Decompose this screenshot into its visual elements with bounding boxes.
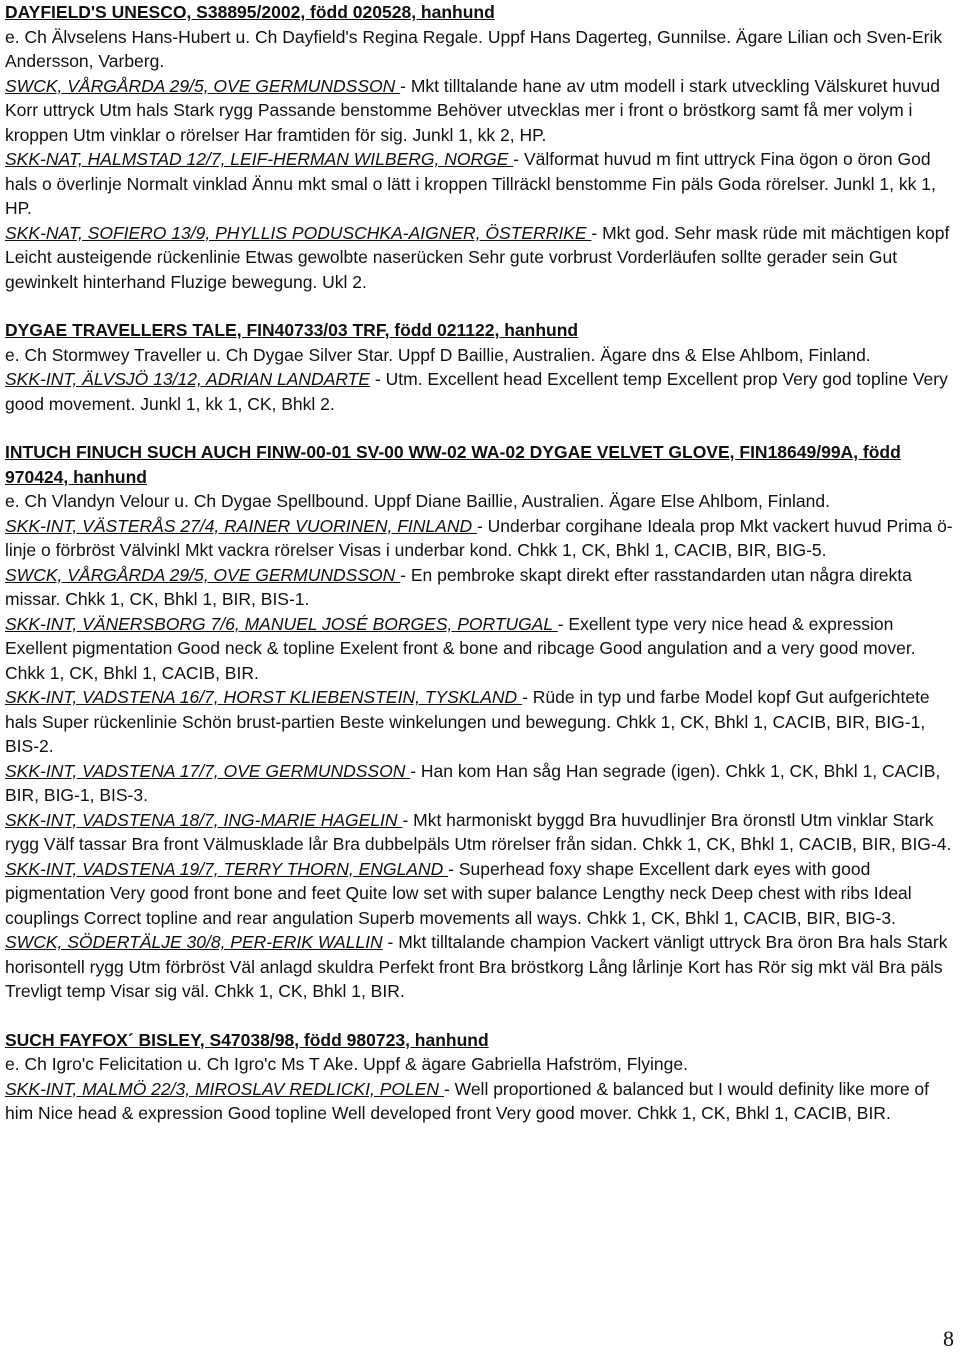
dog-title: DYGAE TRAVELLERS TALE, FIN40733/03 TRF, född 021122, hanhund: [5, 320, 579, 340]
show-result: [5, 367, 957, 416]
document-page: [5, 0, 957, 1126]
show-result: [5, 759, 957, 808]
dog-title: DAYFIELD'S UNESCO, S38895/2002, född 020528, hanhund: [5, 2, 495, 22]
show-judge: SWCK, VÅRGÅRDA 29/5, OVE GERMUNDSSON: [5, 564, 401, 585]
show-judge: SKK-INT, VADSTENA 18/7, ING-MARIE HAGELIN: [5, 809, 403, 830]
show-result: [5, 147, 957, 221]
show-result: [5, 808, 957, 857]
show-judge: SKK-INT, VADSTENA 16/7, HORST KLIEBENSTEIN, TYSKLAND: [5, 687, 523, 707]
dog-entry: [5, 440, 957, 1004]
show-critique: - Mkt god. Sehr mask rüde mit mächtigen kopf Leicht austeigende rückenlinie Etwas gewolbte naserücken Sehr gute vorbrust Vorderläufen sollte gerader sein Gut gewinkelt hinterhand Fluzige bewegung. Ukl 2.: [5, 222, 950, 292]
show-judge: SKK-INT, VADSTENA 17/7, OVE GERMUNDSSON: [5, 760, 411, 781]
show-critique: - Underbar corgihane Ideala prop Mkt vackert huvud Prima ö-linje o förbröst Välvinkl Mkt vackra rörelser Visas i underbar kond. Chkk 1, CK, Bhkl 1, CACIB, BIR, BIG-5.: [5, 515, 953, 560]
dog-pedigree: e. Ch Igro'c Felicitation u. Ch Igro'c Ms T Ake. Uppf & ägare Gabriella Hafström, Flyinge.: [5, 1054, 688, 1074]
show-critique: - Utm. Excellent head Excellent temp Excellent prop Very god topline Very good movement. Junkl 1, kk 1, CK, Bhkl 2.: [5, 369, 948, 414]
dog-pedigree: e. Ch Vlandyn Velour u. Ch Dygae Spellbound. Uppf Diane Baillie, Australien. Ägare Else Ahlbom, Finland.: [5, 491, 830, 511]
dog-title: SUCH FAYFOX´ BISLEY, S47038/98, född 980723, hanhund: [5, 1029, 489, 1050]
show-critique: - Rüde in typ und farbe Model kopf Gut aufgerichtete hals Super rückenlinie Schön brust-partien Beste winkelungen und bewegung. Chkk 1, CK, Bhkl 1, CACIB, BIR, BIG-1, BIS-2.: [5, 687, 930, 756]
show-critique: - Mkt tilltalande hane av utm modell i stark utveckling Välskuret huvud Korr uttryck Utm hals Stark rygg Passande benstomme Behöver utvecklas mer i front o bröstkorg samt få mer volym i kroppen Utm vinklar o rörelser Har framtiden för sig. Junkl 1, kk 2, HP.: [5, 75, 940, 145]
show-judge: SKK-INT, MALMÖ 22/3, MIROSLAV REDLICKI, POLEN: [5, 1078, 444, 1099]
show-critique: - Exellent type very nice head & expression Exellent pigmentation Good neck & topline Exelent front & bone and ribcage Good angulation and a very good mover. Chkk 1, CK, Bhkl 1, CACIB, BIR.: [5, 613, 916, 683]
dog-pedigree: e. Ch Älvselens Hans-Hubert u. Ch Dayfield's Regina Regale. Uppf Hans Dagerteg, Gunnilse. Ägare Lilian och Sven-Erik Andersson, Varberg.: [5, 26, 943, 71]
show-judge: SKK-NAT, SOFIERO 13/9, PHYLLIS PODUSCHKA-AIGNER, ÖSTERRIKE: [5, 222, 592, 243]
show-judge: SKK-INT, ÄLVSJÖ 13/12, ADRIAN LANDARTE: [5, 369, 371, 389]
show-judge: SKK-INT, VÄSTERÅS 27/4, RAINER VUORINEN, FINLAND: [5, 515, 477, 536]
show-critique: - Välformat huvud m fint uttryck Fina ögon o öron God hals o överlinje Normalt vinklad Ännu mkt smal o lätt i kroppen Tillräckl benstomme Fin päls Goda rörelser. Junkl 1, kk 1, HP.: [5, 149, 936, 218]
show-judge: SWCK, SÖDERTÄLJE 30/8, PER-ERIK WALLIN: [5, 932, 383, 952]
dog-pedigree: e. Ch Stormwey Traveller u. Ch Dygae Silver Star. Uppf D Baillie, Australien. Ägare dns & Else Ahlbom, Finland.: [5, 344, 871, 365]
page-number: 8: [943, 1326, 954, 1351]
dog-entry: [5, 318, 957, 416]
show-judge: SWCK, VÅRGÅRDA 29/5, OVE GERMUNDSSON: [5, 75, 401, 96]
show-judge: SKK-INT, VADSTENA 19/7, TERRY THORN, ENGLAND: [5, 858, 449, 879]
show-result: [5, 74, 957, 148]
show-critique: - En pembroke skapt direkt efter rasstandarden utan några direkta missar. Chkk 1, CK, Bhkl 1, BIR, BIS-1.: [5, 564, 912, 609]
show-result: [5, 514, 957, 563]
show-judge: SKK-INT, VÄNERSBORG 7/6, MANUEL JOSÉ BORGES, PORTUGAL: [5, 613, 558, 634]
show-result: [5, 1077, 957, 1126]
show-critique: - Superhead foxy shape Excellent dark eyes with good pigmentation Very good front bone and feet Quite low set with super balance Lengthy neck Deep chest with ribs Ideal couplings Correct topline and rear angulation Superb movements all ways. Chkk 1, CK, Bhkl 1, CACIB, BIR, BIG-3.: [5, 858, 912, 928]
show-judge: SKK-NAT, HALMSTAD 12/7, LEIF-HERMAN WILBERG, NORGE: [5, 149, 514, 169]
show-result: [5, 221, 957, 295]
show-critique: - Well proportioned & balanced but I would definity like more of him Nice head & expression Good topline Well developed front Very good mover. Chkk 1, CK, Bhkl 1, CACIB, BIR.: [5, 1078, 930, 1123]
dog-entry: [5, 0, 957, 294]
show-result: [5, 930, 957, 1004]
show-result: [5, 685, 957, 759]
show-result: [5, 563, 957, 612]
dog-entry: [5, 1028, 957, 1126]
show-critique: - Mkt tilltalande champion Vackert vänligt uttryck Bra öron Bra hals Stark horisontell rygg Utm förbröst Väl anlagd skuldra Perfekt front Bra bröstkorg Lång lårlinje Kort has Rör sig mkt väl Bra päls Trevligt temp Visar sig väl. Chkk 1, CK, Bhkl 1, BIR.: [5, 932, 948, 1001]
show-result: [5, 857, 957, 931]
show-critique: - Mkt harmoniskt byggd Bra huvudlinjer Bra öronstl Utm vinklar Stark rygg Välf tassar Bra front Välmusklade lår Bra dubbelpäls Utm rörelser från sidan. Chkk 1, CK, Bhkl 1, CACIB, BIR, BIG-4.: [5, 809, 952, 854]
show-critique: - Han kom Han såg Han segrade (igen). Chkk 1, CK, Bhkl 1, CACIB, BIR, BIG-1, BIS-3.: [5, 760, 941, 805]
dog-title: INTUCH FINUCH SUCH AUCH FINW-00-01 SV-00 WW-02 WA-02 DYGAE VELVET GLOVE, FIN18649/99A, född 970424, hanhund: [5, 442, 901, 487]
show-result: [5, 612, 957, 686]
